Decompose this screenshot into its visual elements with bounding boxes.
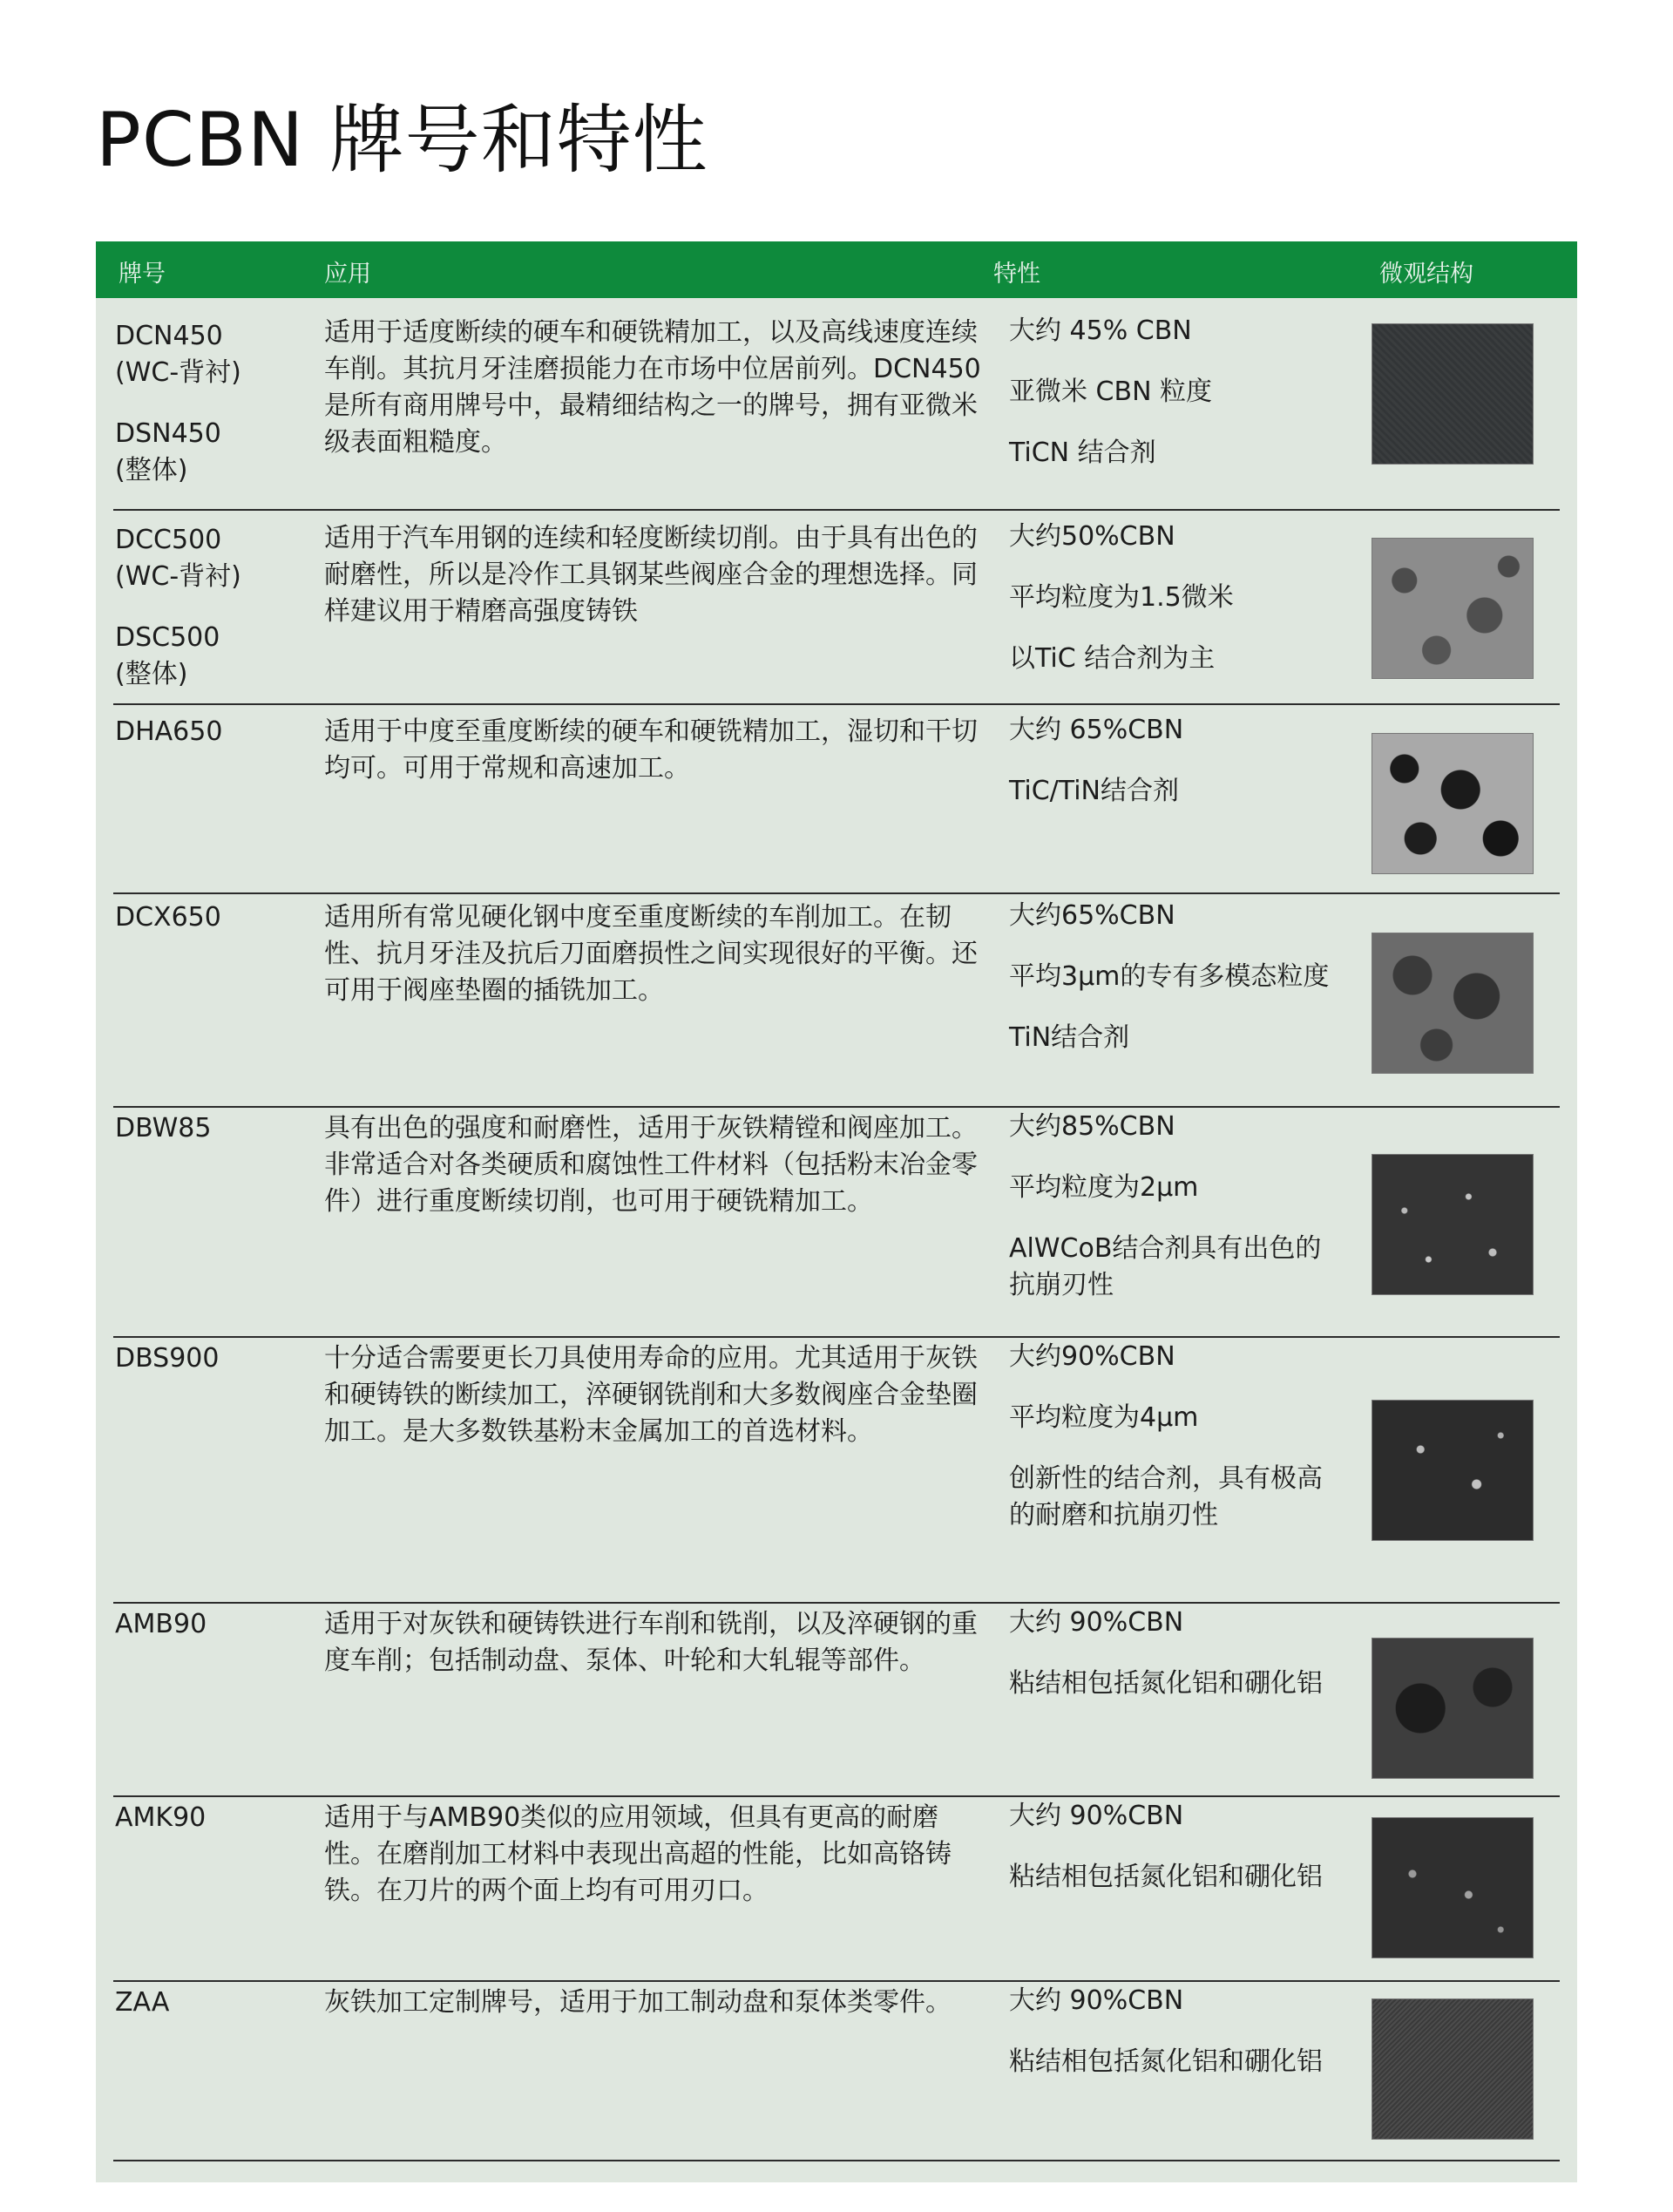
microstructure-image — [1372, 323, 1534, 465]
property: TiN结合剂 — [1009, 1022, 1130, 1053]
properties-cell — [1009, 898, 1340, 1081]
application-cell: 适用所有常见硬化钢中度至重度断续的车削加工。在韧性、抗月牙洼及抗后刀面磨损性之间实现很好的平衡。还可用于阀座垫圈的插铣加工。 — [324, 902, 978, 1006]
row-divider — [113, 1336, 1560, 1338]
grade-table — [96, 241, 1577, 2182]
application-cell: 适用于中度至重度断续的硬车和硬铣精加工，湿切和干切均可。可用于常规和高速加工。 — [324, 716, 978, 784]
grade-cell — [115, 522, 298, 693]
page-title: PCBN 牌号和特性 — [96, 97, 708, 184]
properties-cell — [1009, 1983, 1340, 2105]
grade-name: DHA650 — [115, 716, 223, 747]
microstructure-image — [1372, 1638, 1534, 1779]
grade-cell — [115, 1110, 298, 1147]
application-cell: 灰铁加工定制牌号，适用于加工制动盘和泵体类零件。 — [324, 1987, 952, 2018]
property: TiCN 结合剂 — [1009, 438, 1156, 468]
property: AlWCoB结合剂具有出色的抗崩刃性 — [1009, 1233, 1322, 1300]
application-cell: 适用于汽车用钢的连续和轻度断续切削。由于具有出色的耐磨性，所以是冷作工具钢某些阀座合金的理想选择。同样建议用于精磨高强度铸铁 — [324, 523, 978, 627]
property: 大约 90%CBN — [1009, 1801, 1184, 1831]
table-row — [96, 1339, 1577, 1605]
microstructure-image — [1372, 933, 1534, 1074]
grade-cell — [115, 1606, 298, 1643]
property: 大约 90%CBN — [1009, 1607, 1184, 1638]
grade-name: AMK90 — [115, 1802, 207, 1833]
grade-cell — [115, 1985, 298, 2021]
property: 粘结相包括氮化铝和硼化铝 — [1009, 2046, 1323, 2077]
property: 大约 90%CBN — [1009, 1985, 1184, 2016]
row-divider — [113, 2160, 1560, 2161]
table-row — [96, 1983, 1577, 2168]
row-divider — [113, 509, 1560, 511]
grade-name: AMB90 — [115, 1609, 207, 1639]
property: 平均粒度为2μm — [1009, 1172, 1199, 1203]
table-row — [96, 714, 1577, 897]
property: 粘结相包括氮化铝和硼化铝 — [1009, 1862, 1323, 1892]
properties-cell — [1009, 1798, 1340, 1920]
grade-variant: (整体) — [115, 659, 188, 689]
property: 大约65%CBN — [1009, 900, 1175, 931]
grade-cell — [115, 1340, 298, 1377]
grade-name: DSN450 — [115, 418, 221, 449]
microstructure-image — [1372, 1998, 1534, 2140]
header-properties: 特性 — [993, 261, 1040, 288]
row-divider — [113, 703, 1560, 705]
table-row — [96, 318, 1577, 512]
properties-cell — [1009, 313, 1340, 496]
grade-name: DCX650 — [115, 902, 221, 933]
microstructure-image — [1372, 1817, 1534, 1958]
row-divider — [113, 1980, 1560, 1982]
properties-cell — [1009, 1109, 1340, 1328]
property: TiC/TiN结合剂 — [1009, 776, 1179, 806]
header-application: 应用 — [324, 261, 371, 288]
table-row — [96, 522, 1577, 707]
properties-cell — [1009, 1339, 1340, 1558]
property: 平均3μm的专有多模态粒度 — [1009, 961, 1330, 992]
properties-cell — [1009, 1605, 1340, 1727]
table-row — [96, 1605, 1577, 1798]
row-divider — [113, 1795, 1560, 1797]
property: 亚微米 CBN 粒度 — [1009, 377, 1213, 407]
property: 大约90%CBN — [1009, 1341, 1175, 1372]
grade-name: DCC500 — [115, 525, 222, 555]
properties-cell — [1009, 519, 1340, 702]
grade-name: DCN450 — [115, 321, 223, 351]
table-row — [96, 1798, 1577, 1983]
table-row — [96, 1110, 1577, 1339]
property: 粘结相包括氮化铝和硼化铝 — [1009, 1668, 1323, 1699]
row-divider — [113, 1106, 1560, 1108]
grade-variant: (整体) — [115, 455, 188, 485]
application-cell: 适用于与AMB90类似的应用领域，但具有更高的耐磨性。在磨削加工材料中表现出高超的性能，比如高铬铸铁。在刀片的两个面上均有可用刃口。 — [324, 1802, 952, 1906]
grade-variant: (WC-背衬) — [115, 357, 241, 388]
application-cell: 十分适合需要更长刀具使用寿命的应用。尤其适用于灰铁和硬铸铁的断续加工，淬硬钢铣削和大多数阀座合金垫圈加工。是大多数铁基粉末金属加工的首选材料。 — [324, 1343, 978, 1447]
grade-name: DBW85 — [115, 1113, 212, 1143]
microstructure-image — [1372, 1400, 1534, 1541]
row-divider — [113, 892, 1560, 894]
grade-cell — [115, 318, 298, 489]
application-cell: 具有出色的强度和耐磨性，适用于灰铁精镗和阀座加工。非常适合对各类硬质和腐蚀性工件材料（包括粉末冶金零件）进行重度断续切削，也可用于硬铣精加工。 — [324, 1113, 978, 1217]
microstructure-image — [1372, 538, 1534, 679]
grade-cell — [115, 899, 298, 936]
property: 大约 65%CBN — [1009, 715, 1184, 745]
property: 平均粒度为1.5微米 — [1009, 582, 1234, 613]
grade-name: DBS900 — [115, 1343, 220, 1374]
property: 平均粒度为4μm — [1009, 1402, 1199, 1433]
property: 大约 45% CBN — [1009, 316, 1192, 346]
table-row — [96, 899, 1577, 1109]
row-divider — [113, 1602, 1560, 1604]
property: 大约85%CBN — [1009, 1111, 1175, 1142]
header-grade: 牌号 — [119, 261, 166, 288]
application-cell: 适用于适度断续的硬车和硬铣精加工，以及高线速度连续车削。其抗月牙洼磨损能力在市场中位居前列。DCN450是所有商用牌号中，最精细结构之一的牌号，拥有亚微米级表面粗糙度。 — [324, 317, 981, 458]
grade-cell — [115, 1800, 298, 1836]
properties-cell — [1009, 712, 1340, 834]
table-header — [96, 241, 1577, 298]
grade-cell — [115, 714, 298, 750]
grade-variant: (WC-背衬) — [115, 561, 241, 592]
application-cell: 适用于对灰铁和硬铸铁进行车削和铣削，以及淬硬钢的重度车削；包括制动盘、泵体、叶轮和大轧辊等部件。 — [324, 1609, 978, 1676]
property: 创新性的结合剂，具有极高的耐磨和抗崩刃性 — [1009, 1463, 1323, 1530]
microstructure-image — [1372, 733, 1534, 874]
header-microstructure: 微观结构 — [1379, 261, 1473, 288]
property: 以TiC 结合剂为主 — [1009, 643, 1216, 674]
grade-name: ZAA — [115, 1987, 170, 2018]
microstructure-image — [1372, 1154, 1534, 1295]
property: 大约50%CBN — [1009, 521, 1175, 552]
grade-name: DSC500 — [115, 622, 220, 653]
